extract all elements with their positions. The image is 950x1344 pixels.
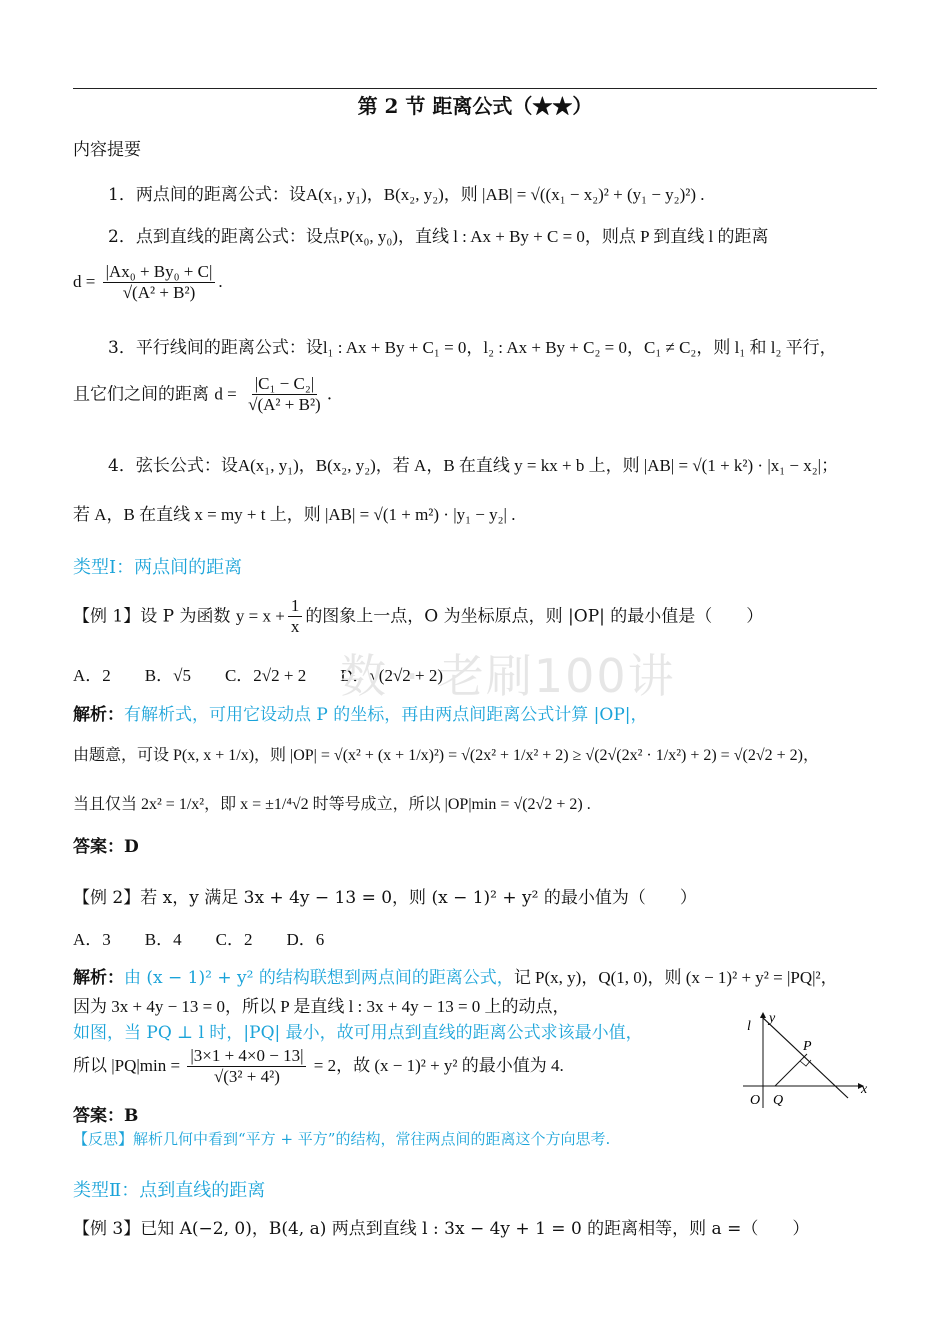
- ex1-solution-line2: 当且仅当 2x² = 1/x²，即 x = ±1/⁴√2 时等号成立，所以 |OP|min = √(2√2 + 2) .: [73, 796, 591, 813]
- ex2-analysis-label: 解析：: [73, 968, 124, 988]
- item-2-formula-lhs: d =: [73, 271, 96, 291]
- item-2: [108, 222, 768, 247]
- ex1-frac-num: 1: [288, 596, 303, 617]
- item-2-formula-num: |Ax₀ + By₀ + C|: [103, 262, 216, 283]
- example-1-question: [73, 596, 763, 638]
- item-2-formula: d = $\frac{\text{|Ax₀ + By₀ + C|}}{\text{√(A² + B²)}}$ .: [73, 262, 223, 303]
- ex2-line4-den: √(3² + 4²): [213, 1067, 280, 1087]
- ex2-analysis: [73, 963, 838, 988]
- item-4: [108, 451, 838, 476]
- label-y: y: [769, 1011, 776, 1026]
- item-3-text: 3．平行线间的距离公式：设: [108, 338, 323, 358]
- ex1-question-pre: 【例 1】设 P 为函数: [73, 606, 231, 627]
- ex1-analysis-label: 解析：: [73, 705, 124, 725]
- ex2-analysis-rest: 记 P(x, y)，Q(1, 0)，则 (x − 1)² + y² = |PQ|²，: [513, 968, 838, 987]
- ex1-analysis-hint: 有解析式，可用它设动点 P 的坐标，再由两点间距离公式计算 |OP|，: [124, 705, 648, 725]
- label-l: l: [747, 1019, 751, 1034]
- item-1: [108, 180, 705, 205]
- ex1-analysis: [73, 700, 647, 725]
- label-p: P: [803, 1039, 812, 1054]
- item-3-math: l₁ : Ax + By + C₁ = 0，l₂ : Ax + By + C₂ = 0，C₁ ≠ C₂，则 l₁ 和 l₂ 平行，: [322, 338, 837, 357]
- segment-pq: [775, 1054, 807, 1086]
- item-1-math: A(x₁, y₁)，B(x₂, y₂)，则 |AB| = √((x₁ − x₂)² + (y₁ − y₂)²) .: [305, 185, 705, 204]
- item-2-formula-den: √(A² + B²): [122, 283, 196, 303]
- ex2-line3: 如图，当 PQ ⊥ l 时，|PQ| 最小，故可用点到直线的距离公式求该最小值，: [73, 1023, 643, 1043]
- item-3-formula-den: √(A² + B²): [248, 395, 321, 415]
- label-o: O: [750, 1093, 761, 1108]
- ex2-reflect-label: 【反思】: [73, 1130, 134, 1148]
- ex1-question-post: 的图象上一点，O 为坐标原点，则 |OP| 的最小值是（ ）: [305, 606, 764, 627]
- ex2-question: 【例 2】若 x，y 满足 3x + 4y − 13 = 0，则 (x − 1)² + y² 的最小值为（ ）: [73, 888, 697, 908]
- ex2-answer: 答案：B: [73, 1106, 139, 1126]
- summary-heading: 内容提要: [73, 140, 141, 160]
- ex1-answer: 答案：D: [73, 837, 139, 857]
- ex2-reflection: [73, 1128, 610, 1149]
- ex2-reflect-text: 解析几何中看到“平方 + 平方”的结构，常往两点间的距离这个方向思考.: [133, 1130, 611, 1148]
- ex2-options: A．3 B．4 C．2 D．6: [73, 930, 325, 949]
- ex2-line4-post: = 2，故 (x − 1)² + y² 的最小值为 4.: [313, 1055, 564, 1075]
- ex2-line4-pre: 所以 |PQ|min =: [73, 1055, 181, 1075]
- top-rule: [73, 88, 877, 89]
- item-4-math: A(x₁, y₁)，B(x₂, y₂)，若 A，B 在直线 y = kx + b 上，则 |AB| = √(1 + k²) · |x₁ − x₂|；: [237, 456, 839, 475]
- type-1-heading: 类型Ⅰ：两点间的距离: [73, 557, 243, 578]
- item-1-text: 1．两点间的距离公式：设: [108, 185, 306, 205]
- ex1-question-fx: y = x +: [235, 606, 285, 626]
- label-x: x: [861, 1082, 868, 1097]
- page-title: 第 2 节 距离公式（★★）: [357, 94, 593, 118]
- item-3-line2-text: 且它们之间的距离: [73, 384, 209, 405]
- item-2-text: 2．点到直线的距离公式：设点: [108, 227, 340, 247]
- ex2-line4: [73, 1046, 564, 1088]
- ex1-frac-den: x: [290, 617, 300, 637]
- watermark: 数 · 老刷100讲: [340, 649, 676, 703]
- label-q: Q: [773, 1093, 784, 1108]
- ex2-line2: 因为 3x + 4y − 13 = 0，所以 P 是直线 l : 3x + 4y − 13 = 0 上的动点，: [73, 997, 570, 1016]
- item-3-formula-lhs: d =: [214, 384, 237, 404]
- item-3-line2: 且它们之间的距离 d = $\frac{\text{|C₁ − C₂|}}{\text{√(A² + B²)}}$ .: [73, 374, 333, 415]
- item-3: [108, 333, 837, 358]
- ex2-figure: [735, 1008, 875, 1113]
- item-3-formula-num: |C₁ − C₂|: [252, 374, 317, 395]
- type-2-heading: 类型Ⅱ：点到直线的距离: [73, 1180, 266, 1201]
- ex1-solution-line1: 由题意，可设 P(x, x + 1/x)，则 |OP| = √(x² + (x + 1/x)²) = √(2x² + 1/x² + 2) ≥ √(2√(2x² · 1/x²) + 2) = √(2√2 + 2)，: [73, 747, 819, 764]
- ex2-line4-num: |3×1 + 4×0 − 13|: [187, 1046, 306, 1067]
- ex3-question: 【例 3】已知 A(−2, 0)，B(4, a) 两点到直线 l : 3x − 4y + 1 = 0 的距离相等，则 a =（ ）: [73, 1219, 810, 1239]
- item-4-text: 4．弦长公式：设: [108, 456, 238, 476]
- ex2-analysis-hint: 由 (x − 1)² + y² 的结构联想到两点间的距离公式，: [124, 968, 514, 988]
- item-2-math: P(x₀, y₀)，直线 l : Ax + By + C = 0，则点 P 到直线 l 的距离: [339, 227, 769, 246]
- item-4-line2: 若 A，B 在直线 x = my + t 上，则 |AB| = √(1 + m²) · |y₁ − y₂| .: [73, 505, 516, 524]
- ex1-options: A．2 B．√5 C．2√2 + 2 D．√(2√2 + 2): [73, 666, 444, 685]
